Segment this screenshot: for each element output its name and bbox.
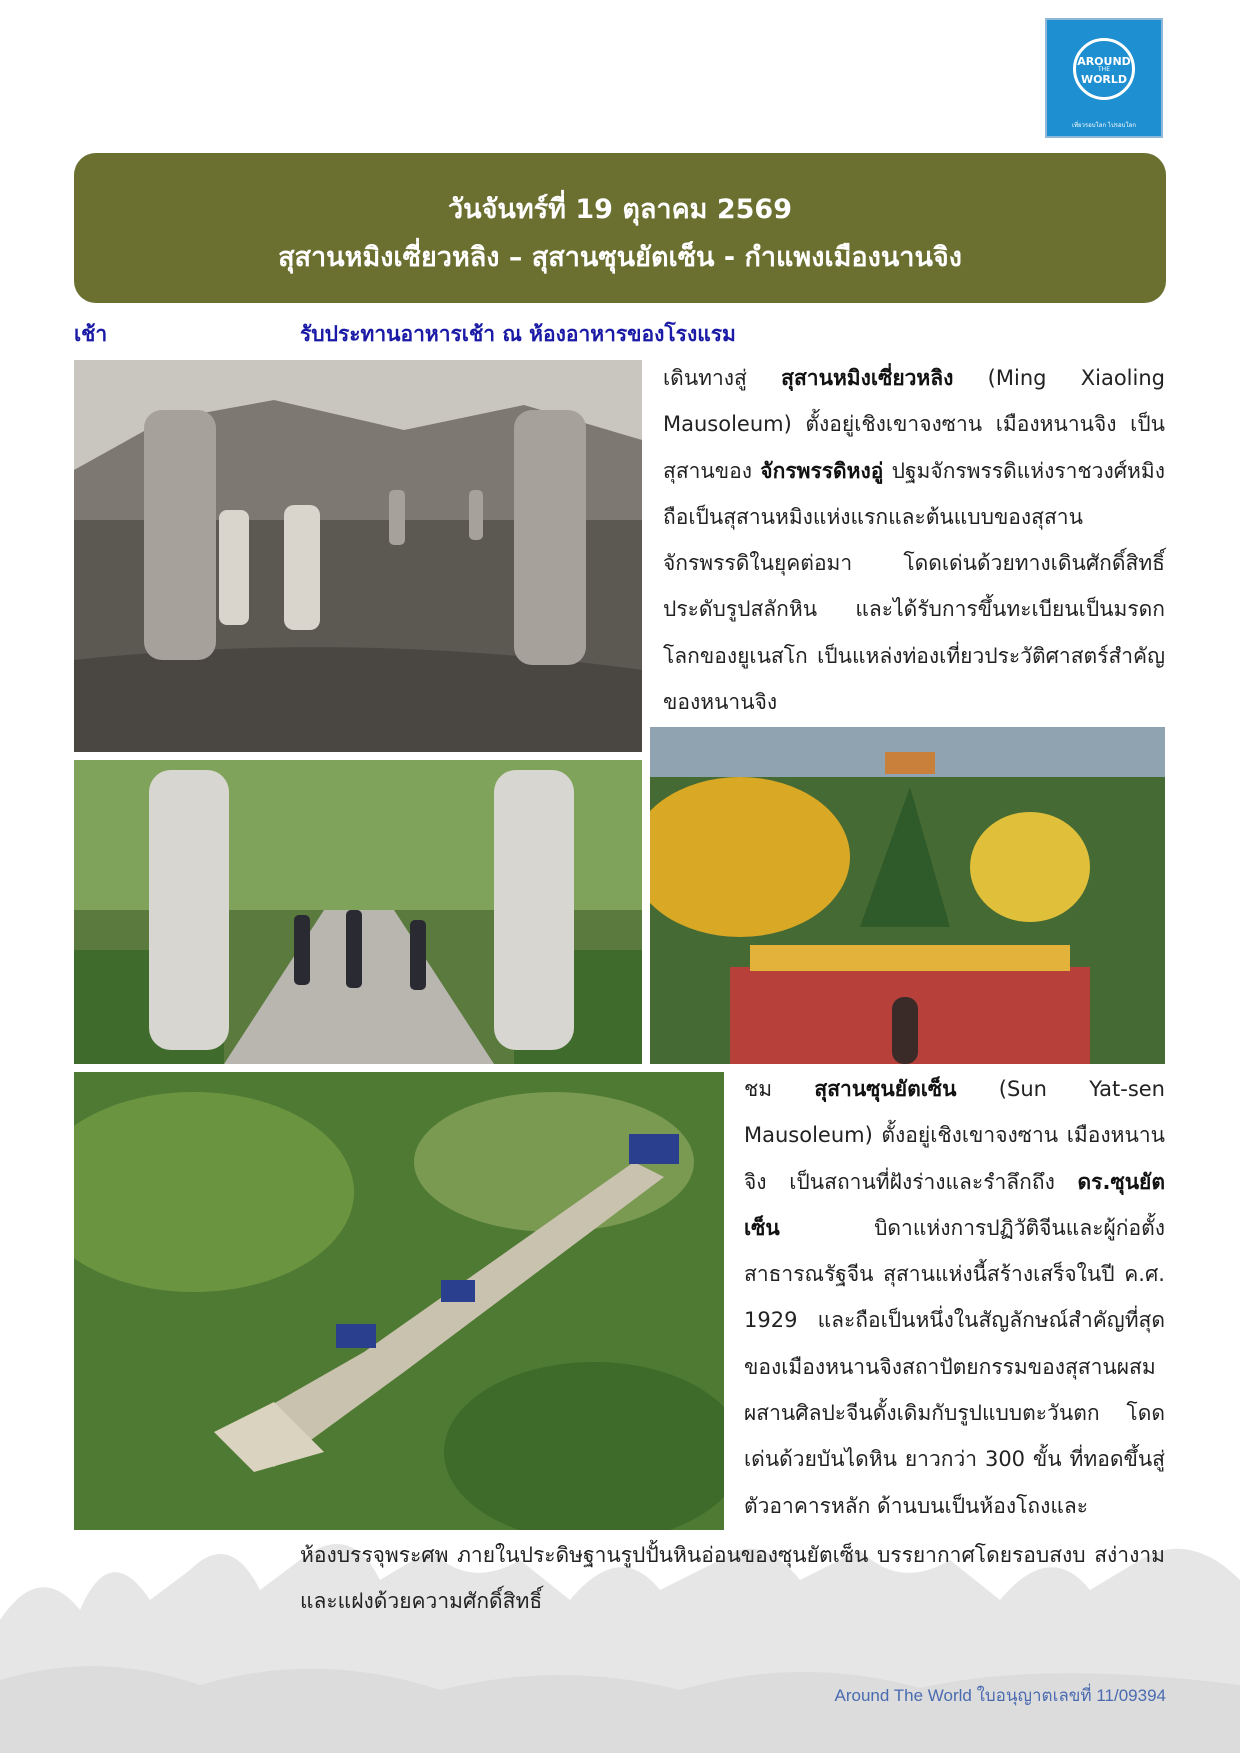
company-logo xyxy=(1045,18,1163,138)
logo-text-the: THE xyxy=(1098,66,1110,73)
section-sun-yat-sen-text xyxy=(744,1066,1165,1529)
section1-text-a: (Ming Xiaoling Mausoleum) ตั้งอยู่เชิงเขาจงซาน เมืองหนานจิง เป็นสุสานของ xyxy=(663,366,1165,483)
section2-place: สุสานซุนยัตเซ็น xyxy=(814,1077,957,1101)
logo-text-around: AROUND xyxy=(1077,55,1131,68)
day-route: สุสานหมิงเซี่ยวหลิง – สุสานซุนยัตเซ็น - กำแพงเมืองนานจิง xyxy=(278,242,962,273)
photo-ming-xiaoling-aerial xyxy=(650,727,1165,1064)
day-header-banner xyxy=(74,153,1166,303)
section2-intro: ชม xyxy=(744,1077,773,1101)
logo-text-world: WORLD xyxy=(1080,73,1128,86)
day-date: วันจันทร์ที่ 19 ตุลาคม 2569 xyxy=(447,194,792,225)
photo-sun-yat-sen-aerial xyxy=(74,1072,724,1530)
section2-text-a: (Sun Yat-sen Mausoleum) ตั้งอยู่เชิงเขาจงซาน เมืองหนานจิง เป็นสถานที่ฝังร่างและรำลึกถึง xyxy=(744,1077,1165,1194)
logo-tagline: เที่ยวรอบโลก ไปรอบโลก xyxy=(1072,122,1136,129)
meal-description: รับประทานอาหารเช้า ณ ห้องอาหารของโรงแรม xyxy=(300,322,736,346)
section-sun-yat-sen-text-continued: ห้องบรรจุพระศพ ภายในประดิษฐานรูปปั้นหินอ่อนของซุนยัตเซ็น บรรยากาศโดยรอบสงบ สง่างาม และแฝงด้วยความศักดิ์สิทธิ์ xyxy=(300,1543,1165,1614)
section1-emperor: จักรพรรดิหงอู่ xyxy=(760,458,884,483)
license-footer: Around The World ใบอนุญาตเลขที่ 11/09394 xyxy=(834,1686,1166,1705)
section-ming-xiaoling-text xyxy=(663,355,1165,725)
section1-intro: เดินทางสู่ xyxy=(663,366,747,390)
section2-person: ดร.ซุนยัตเซ็น xyxy=(744,1169,1165,1240)
section1-text-b: ปฐมจักรพรรดิแห่งราชวงศ์หมิง ถือเป็นสุสานหมิงแห่งแรกและต้นแบบของสุสานจักรพรรดิในยุคต่อมา โดดเด่นด้วยทางเดินศักดิ์สิทธิ์ประดับรูปสลักหิน และได้รับการขึ้นทะเบียนเป็นมรดกโลกของยูเนสโก เป็นแหล่งท่องเที่ยวประวัติศาสตร์สำคัญของหนานจิง xyxy=(663,458,1165,715)
photo-sacred-way-statues xyxy=(74,760,642,1064)
meal-time: เช้า xyxy=(74,322,108,346)
section1-place: สุสานหมิงเซี่ยวหลิง xyxy=(781,366,954,390)
photo-ming-statues-historic xyxy=(74,360,642,752)
section2-text-b: บิดาแห่งการปฏิวัติจีนและผู้ก่อตั้งสาธารณรัฐจีน สุสานแห่งนี้สร้างเสร็จในปี ค.ศ. 1929 และถือเป็นหนึ่งในสัญลักษณ์สำคัญที่สุดของเมืองหนานจิงสถาปัตยกรรมของสุสานผสมผสานศิลปะจีนดั้งเดิมกับรูปแบบตะวันตก โดดเด่นด้วยบันไดหิน ยาวกว่า 300 ขั้น ที่ทอดขึ้นสู่ตัวอาคารหลัก ด้านบนเป็นห้องโถงและ xyxy=(744,1215,1165,1518)
